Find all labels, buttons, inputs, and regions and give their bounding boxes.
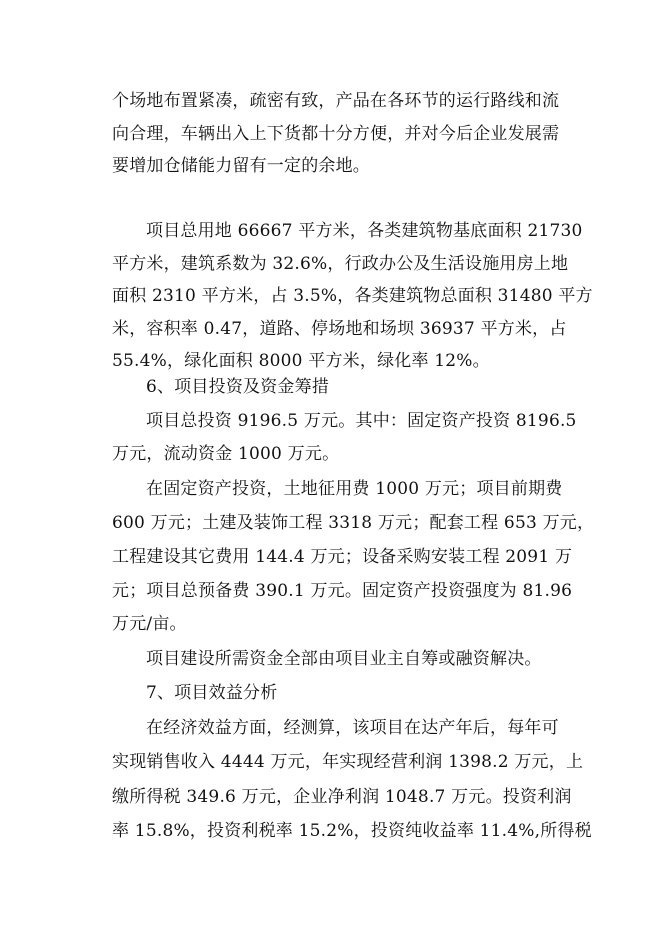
text-line: 项目总投资 9196.5 万元。其中：固定资产投资 8196.5 <box>146 411 577 431</box>
text-line: 万元/亩。 <box>112 614 187 634</box>
text-line: 率 15.8%，投资利税率 15.2%，投资纯收益率 11.4%,所得税 <box>112 821 592 841</box>
text-line: 55.4%，绿化面积 8000 平方米，绿化率 12%。 <box>112 351 490 371</box>
text-line: 工程建设其它费用 144.4 万元；设备采购安装工程 2091 万 <box>112 547 573 567</box>
text-line: 面积 2310 平方米，占 3.5%，各类建筑物总面积 31480 平方 <box>112 286 593 306</box>
text-line: 600 万元；土建及装饰工程 3318 万元；配套工程 653 万元， <box>112 513 595 533</box>
text-line: 米，容积率 0.47，道路、停场地和场坝 36937 平方米，占 <box>112 319 567 339</box>
text-line: 要增加仓储能力留有一定的余地。 <box>112 156 370 176</box>
text-line: 在固定资产投资，土地征用费 1000 万元；项目前期费 <box>146 479 563 499</box>
text-line: 平方米，建筑系数为 32.6%，行政办公及生活设施用房上地 <box>112 254 569 274</box>
text-line: 万元，流动资金 1000 万元。 <box>112 444 340 464</box>
text-line: 在经济效益方面，经测算，该项目在达产年后，每年可 <box>146 718 559 738</box>
text-line: 元；项目总预备费 390.1 万元。固定资产投资强度为 81.96 <box>112 581 573 601</box>
text-line: 缴所得税 349.6 万元，企业净利润 1048.7 万元。投资利润 <box>112 787 572 807</box>
text-line: 项目建设所需资金全部由项目业主自筹或融资解决。 <box>146 649 542 669</box>
text-line: 向合理，车辆出入上下货都十分方便，并对今后企业发展需 <box>112 124 560 144</box>
text-line: 实现销售收入 4444 万元，年实现经营利润 1398.2 万元，上 <box>112 752 584 772</box>
text-line: 个场地布置紧凑，疏密有致，产品在各环节的运行路线和流 <box>112 91 560 111</box>
text-line: 项目总用地 66667 平方米，各类建筑物基底面积 21730 <box>146 221 583 241</box>
section-heading: 7、项目效益分析 <box>146 683 278 703</box>
section-heading: 6、项目投资及资金筹措 <box>146 377 330 397</box>
